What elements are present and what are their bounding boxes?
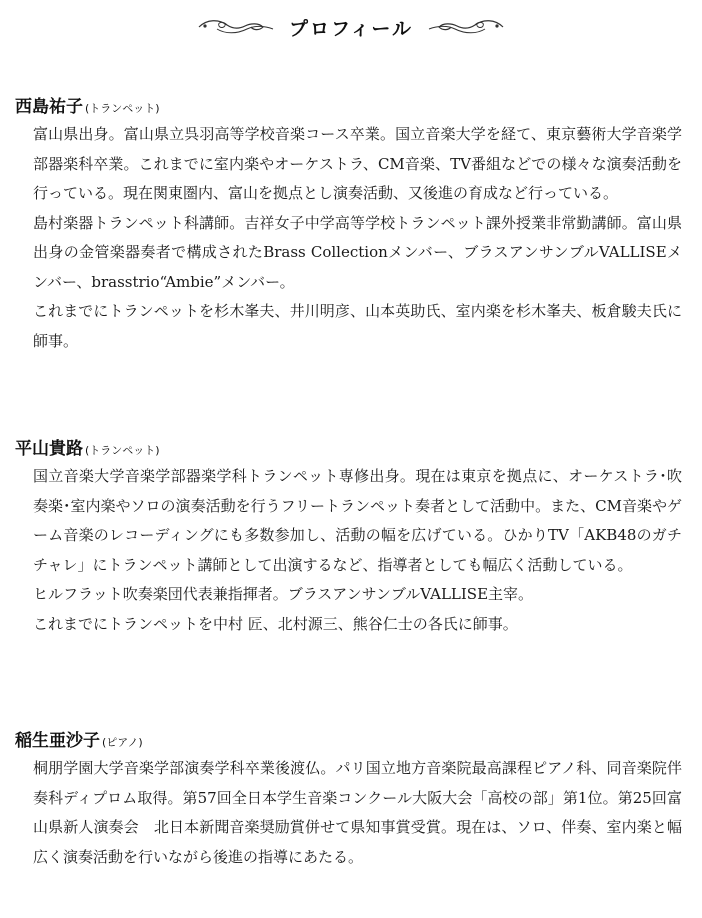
profile-section	[0, 726, 702, 872]
profile-bio	[0, 120, 702, 356]
profile-role: (ピアノ)	[102, 736, 143, 749]
profile-bio	[0, 462, 702, 639]
profile-role: (トランペット)	[85, 102, 160, 115]
bio-paragraph: 国立音楽大学音楽学部器楽学科トランペット専修出身。現在は東京を拠点に、オーケストラ･吹奏楽･室内楽やソロの演奏活動を行うフリートランペット奏者として活動中。また、CM音楽やゲーム音楽のレコーディングにも多数参加し、活動の幅を広げている。ひかりTV「AKB48のガチチャレ」にトランペット講師として出演するなど、指導者としても幅広く活動している。	[33, 467, 682, 574]
page-header	[0, 10, 702, 44]
profile-heading	[0, 434, 702, 462]
profile-name: 平山貴路	[15, 439, 83, 459]
profile-section	[0, 434, 702, 639]
bio-paragraph: これまでにトランペットを杉木峯夫、井川明彦、山本英助氏、室内楽を杉木峯夫、板倉駿夫氏に師事。	[33, 302, 682, 350]
profile-section	[0, 92, 702, 356]
bio-paragraph: これまでにトランペットを中村 匠、北村源三、熊谷仁士の各氏に師事。	[33, 614, 518, 633]
flourish-left-icon	[197, 17, 275, 37]
profile-bio	[0, 754, 702, 872]
profile-heading	[0, 726, 702, 754]
profile-name: 稲生亜沙子	[15, 731, 100, 751]
bio-paragraph: 島村楽器トランペット科講師。吉祥女子中学高等学校トランペット課外授業非常勤講師。富山県出身の金管楽器奏者で構成されたBrass Collectionメンバー、ブラスアンサンブルVALLISEメンバー、brasstrio“Ambie”メンバー。	[33, 213, 682, 291]
profile-heading	[0, 92, 702, 120]
page-title: プロフィール	[288, 17, 414, 40]
flourish-right-icon	[427, 17, 505, 37]
profile-name: 西島祐子	[15, 97, 83, 117]
bio-paragraph: 富山県出身。富山県立呉羽高等学校音楽コース卒業。国立音楽大学を経て、東京藝術大学音楽学部器楽科卒業。これまでに室内楽やオーケストラ、CM音楽、TV番組などでの様々な演奏活動を行っている。現在関東圏内、富山を拠点とし演奏活動、又後進の育成など行っている。	[33, 125, 682, 202]
bio-paragraph: 桐朋学園大学音楽学部演奏学科卒業後渡仏。パリ国立地方音楽院最高課程ピアノ科、同音楽院伴奏科ディプロム取得。第57回全日本学生音楽コンクール大阪大会「高校の部」第1位。第25回富山県新人演奏会 北日本新聞音楽奨励賞併せて県知事賞受賞。現在は、ソロ、伴奏、室内楽と幅広く演奏活動を行いながら後進の指導にあたる。	[33, 759, 682, 866]
bio-paragraph: ヒルフラット吹奏楽団代表兼指揮者。ブラスアンサンブルVALLISE主宰。	[33, 585, 534, 603]
profile-role: (トランペット)	[85, 444, 160, 457]
